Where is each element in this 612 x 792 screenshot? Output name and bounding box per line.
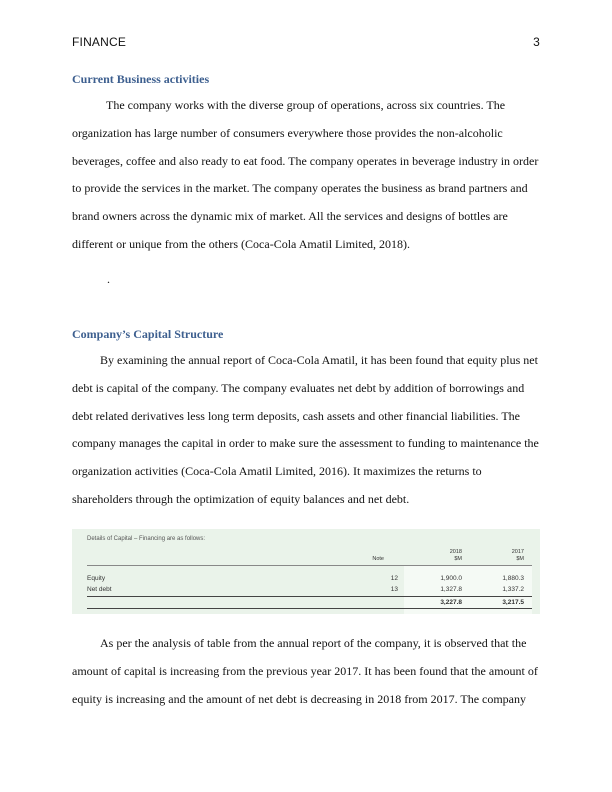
text-line: to provide the services in the market. The company operates the business as brand partners and [72,181,528,196]
text-line: amount of capital is increasing from the previous year 2017. It has been found that the amount of [72,663,538,678]
text-line: As per the analysis of table from the annual report of the company, it is observed that the [100,636,527,650]
column-header-2017-unit: $M [516,555,524,562]
running-header [72,35,540,49]
cell-total-2018: 3,227.8 [440,599,462,606]
subtotal-rule [87,596,532,597]
text-line: The company works with the diverse group of operations, across six countries. The [106,98,506,112]
text-line: shareholders through the optimization of equity balances and net debt. [72,491,410,506]
text-line: beverages, coffee and also ready to eat food. The company operates in beverage industry in order [72,153,539,168]
cell-equity-note: 12 [390,575,398,582]
paragraph-business-activities [72,92,540,259]
text-line: brand owners across the dynamic mix of market. All the services and designs of bottles are [72,209,508,224]
running-title: FINANCE [72,35,127,49]
column-header-2018-year: 2018 [449,549,462,555]
column-header-2018-unit: $M [454,555,462,562]
cell-net-debt-2018: 1,327.8 [440,586,462,593]
cell-net-debt-2017: 1,337.2 [502,586,524,593]
total-rule [87,608,532,609]
paragraph-capital-structure [72,347,540,514]
column-header-2017 [494,549,524,562]
column-header-2018 [432,549,462,562]
table-caption: Details of Capital – Financing are as follows: [87,536,206,542]
text-line: By examining the annual report of Coca-Cola Amatil, it has been found that equity plus net [100,353,538,367]
header-rule [87,565,532,566]
cell-equity-2018: 1,900.0 [440,575,462,582]
column-header-2017-year: 2017 [511,549,524,555]
cell-equity-2017: 1,880.3 [502,575,524,582]
stray-dot: . [107,272,110,286]
column-header-note: Note [372,556,384,562]
cell-net-debt-note: 13 [390,586,398,593]
text-line: organization activities (Coca-Cola Amatil Limited, 2016). It maximizes the returns to [72,464,482,479]
cell-total-2017: 3,217.5 [502,599,524,606]
capital-financing-table [72,529,540,614]
page-number: 3 [533,35,540,49]
text-line: different or unique from the others (Coca-Cola Amatil Limited, 2018). [72,236,411,251]
section-heading-business-activities: Current Business activities [72,72,210,86]
text-line: debt is capital of the company. The company evaluates net debt by addition of borrowings and [72,380,525,395]
text-line: debt related derivatives less long term deposits, cash assets and other financial liabilities. The [72,408,520,423]
text-line: organization has large number of consumers everywhere those provides the non-alcoholic [72,125,503,140]
row-label-equity: Equity [87,575,106,582]
row-label-net-debt: Net debt [87,586,112,593]
section-heading-capital-structure: Company’s Capital Structure [72,327,224,341]
paragraph-analysis [72,630,540,713]
text-line: company manages the capital in order to make sure the assessment to funding to maintenance the [72,436,539,451]
text-line: equity is increasing and the amount of net debt is decreasing in 2018 from 2017. The company [72,691,527,706]
